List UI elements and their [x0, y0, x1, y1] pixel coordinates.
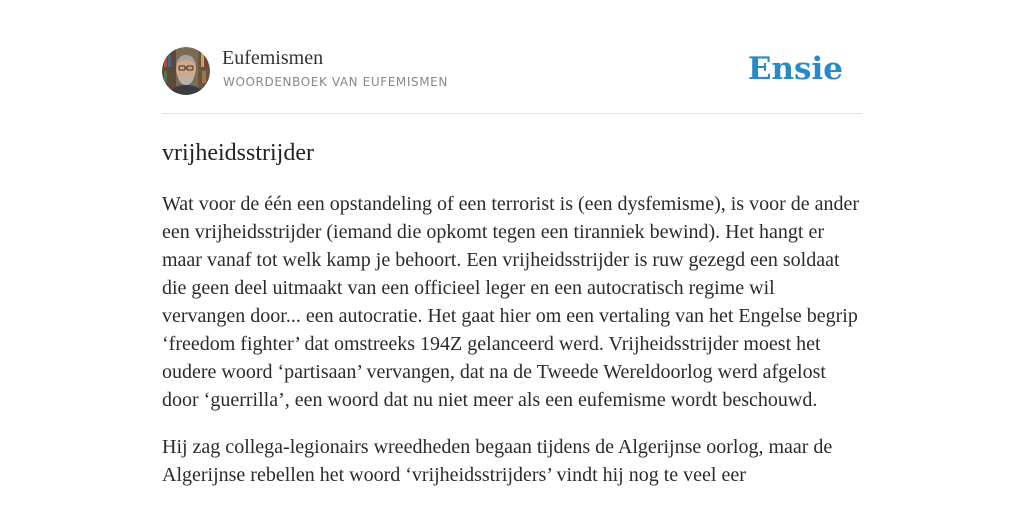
site-header — [162, 0, 862, 114]
entry-paragraph: Wat voor de één een opstandeling of een terrorist is (een dysfemisme), is voor de ander een vrijheidsstrijder (iemand die opkomt tegen een tiranniek bewind). Het hangt er maar vanaf tot welk kamp je behoort. Een vrijheidsstrijder is ruw gezegd een soldaat die geen deel uitmaakt van een officieel leger en een autocratisch regime wil vervangen door... een autocratie. Het gaat hier om een vertaling van het Engelse begrip ‘freedom fighter’ dat omstreeks 194Z gelanceerd werd. Vrijheidsstrijder moest het oudere woord ‘partisaan’ vervangen, dat na de Tweede Wereldoorlog werd afgelost door ‘guerrilla’, een woord dat nu niet meer als een eufemisme wordt beschouwd. — [162, 193, 860, 411]
page — [162, 0, 862, 486]
site-subtitle: WOORDENBOEK VAN EUFEMISMEN — [223, 75, 448, 89]
avatar[interactable] — [162, 47, 210, 95]
author-name[interactable]: Eufemismen — [222, 47, 324, 69]
ensie-logo-link[interactable]: Ensie — [747, 51, 843, 87]
entry-title: vrijheidsstrijder — [162, 140, 314, 166]
entry-paragraph: Hij zag collega-legionairs wreedheden begaan tijdens de Algerijnse oorlog, maar de Algerijnse rebellen het woord ‘vrijheidsstrijders’ vindt hij nog te veel eer — [162, 436, 833, 486]
entry-body — [162, 190, 862, 508]
